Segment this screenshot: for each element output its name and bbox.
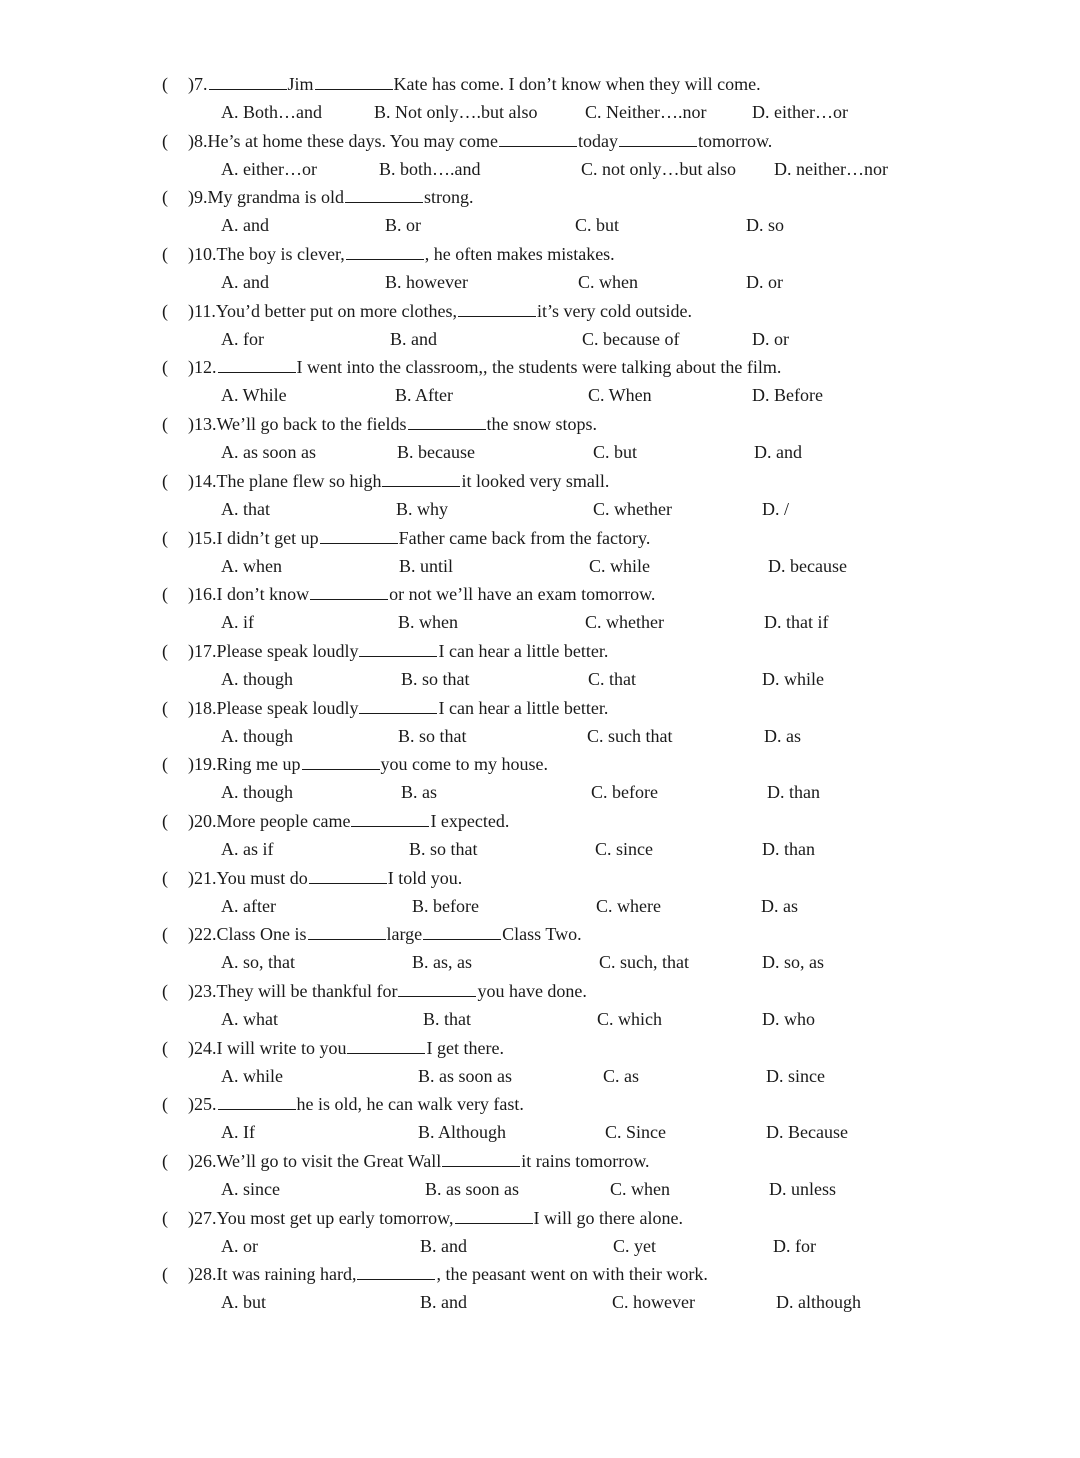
answer-blank[interactable] xyxy=(320,527,398,544)
options-row xyxy=(0,608,1080,636)
answer-paren-close: ) xyxy=(188,300,194,321)
option-b[interactable]: B. or xyxy=(385,215,421,236)
worksheet xyxy=(0,70,1080,1317)
question-number: 23. xyxy=(194,981,217,1001)
option-b[interactable]: B. however xyxy=(385,272,468,293)
option-b[interactable]: B. before xyxy=(412,895,479,916)
option-d[interactable]: D. that if xyxy=(764,612,829,633)
option-a[interactable]: A. as if xyxy=(221,838,274,859)
question-item xyxy=(0,410,1080,467)
answer-paren-close: ) xyxy=(188,527,194,548)
option-b[interactable]: B. that xyxy=(423,1009,471,1029)
stem-text: The plane flew so high xyxy=(216,470,382,491)
option-d[interactable]: D. and xyxy=(754,442,802,463)
question-stem xyxy=(162,127,772,155)
options-row xyxy=(0,948,1080,976)
option-a[interactable]: A. but xyxy=(221,1292,266,1313)
option-a[interactable]: A. either…or xyxy=(221,158,317,179)
stem-text: You’d better put on more clothes, xyxy=(215,300,457,321)
answer-paren-open[interactable]: ( xyxy=(162,1264,168,1285)
option-d[interactable]: D. for xyxy=(773,1235,816,1256)
option-a[interactable]: A. when xyxy=(221,555,282,576)
stem-text: , he often makes mistakes. xyxy=(424,244,615,265)
option-a[interactable]: A. if xyxy=(221,612,254,633)
stem-text: It was raining hard, xyxy=(216,1264,357,1285)
options-row xyxy=(0,268,1080,296)
option-c[interactable]: C. that xyxy=(588,668,636,689)
question-stem xyxy=(162,694,608,722)
option-c[interactable]: C. but xyxy=(575,215,620,236)
answer-paren-open[interactable]: ( xyxy=(162,867,168,888)
stem-text: I went into the classroom,, the students were talking about the film. xyxy=(296,357,782,378)
option-a[interactable]: A. after xyxy=(221,895,276,916)
option-c[interactable]: C. When xyxy=(588,385,652,406)
answer-paren-open[interactable]: ( xyxy=(162,1207,168,1228)
option-a[interactable]: A. though xyxy=(221,668,293,689)
option-d[interactable]: D. than xyxy=(762,838,815,859)
stem-text: You most get up early tomorrow, xyxy=(216,1207,454,1228)
options-row xyxy=(0,381,1080,409)
option-b[interactable]: B. as soon as xyxy=(425,1179,519,1200)
option-d[interactable]: D. either…or xyxy=(752,102,848,122)
answer-blank[interactable] xyxy=(347,1037,425,1054)
stem-text: tomorrow. xyxy=(697,130,773,151)
stem-text: it’s very cold outside. xyxy=(536,300,692,321)
stem-text: Class Two. xyxy=(502,924,582,945)
option-d[interactable]: D. although xyxy=(776,1292,861,1313)
answer-paren-open[interactable]: ( xyxy=(162,754,168,775)
options-row xyxy=(0,835,1080,863)
question-stem xyxy=(162,240,615,268)
question-stem xyxy=(162,1090,524,1118)
answer-blank[interactable] xyxy=(499,130,577,147)
question-number: 21. xyxy=(194,867,217,888)
option-b[interactable]: B. because xyxy=(397,442,475,463)
answer-paren-open[interactable]: ( xyxy=(162,1094,168,1115)
stem-text: or not we’ll have an exam tomorrow. xyxy=(389,584,656,605)
option-d[interactable]: D. because xyxy=(768,555,847,576)
question-number: 24. xyxy=(194,1037,217,1058)
option-c[interactable]: C. because of xyxy=(582,328,680,349)
answer-blank[interactable] xyxy=(346,243,424,260)
option-d[interactable]: D. or xyxy=(752,328,789,349)
option-d[interactable]: D. so, as xyxy=(762,952,824,973)
answer-blank[interactable] xyxy=(345,186,423,203)
option-c[interactable]: C. which xyxy=(597,1009,662,1029)
option-b[interactable]: B. as soon as xyxy=(418,1065,512,1086)
question-item xyxy=(0,807,1080,864)
answer-blank[interactable] xyxy=(619,130,697,147)
answer-blank[interactable] xyxy=(398,980,476,997)
stem-text: the snow stops. xyxy=(486,414,598,435)
answer-paren-open[interactable]: ( xyxy=(162,697,168,718)
option-d[interactable]: D. neither…nor xyxy=(774,158,888,179)
option-a[interactable]: A. or xyxy=(221,1235,258,1256)
option-c[interactable]: C. since xyxy=(595,838,653,859)
options-row xyxy=(0,438,1080,466)
answer-paren-open[interactable]: ( xyxy=(162,130,168,151)
option-c[interactable]: C. when xyxy=(578,272,638,293)
question-number: 15. xyxy=(194,527,217,548)
stem-text: strong. xyxy=(424,187,474,208)
answer-paren-close: ) xyxy=(188,1207,194,1228)
answer-blank[interactable] xyxy=(308,923,386,940)
options-row xyxy=(0,1062,1080,1090)
answer-blank[interactable] xyxy=(209,73,287,90)
answer-blank[interactable] xyxy=(315,73,393,90)
answer-paren-open[interactable]: ( xyxy=(162,981,168,1001)
answer-blank[interactable] xyxy=(302,753,380,770)
stem-text: I will go there alone. xyxy=(533,1207,683,1228)
question-item xyxy=(0,240,1080,297)
question-item xyxy=(0,977,1080,1034)
question-stem xyxy=(162,467,609,495)
answer-blank[interactable] xyxy=(309,867,387,884)
answer-paren-close: ) xyxy=(188,1094,194,1115)
stem-text: Class One is xyxy=(216,924,307,945)
question-item xyxy=(0,694,1080,751)
question-stem xyxy=(162,750,548,778)
option-d[interactable]: D. as xyxy=(761,895,798,916)
question-stem xyxy=(162,807,509,835)
option-c[interactable]: C. while xyxy=(589,555,650,576)
option-b[interactable]: B. so that xyxy=(409,838,478,859)
question-number: 11. xyxy=(194,300,216,321)
options-row xyxy=(0,98,1080,126)
option-a[interactable]: A. while xyxy=(221,1065,283,1086)
option-d[interactable]: D. unless xyxy=(769,1179,836,1200)
stem-text: today xyxy=(577,130,618,151)
question-item xyxy=(0,1204,1080,1261)
question-stem xyxy=(162,183,474,211)
answer-paren-open[interactable]: ( xyxy=(162,1037,168,1058)
question-number: 7. xyxy=(194,74,208,94)
option-d[interactable]: D. while xyxy=(762,668,824,689)
stem-text: He’s at home these days. You may come xyxy=(207,130,498,151)
answer-blank[interactable] xyxy=(359,640,437,657)
question-number: 26. xyxy=(194,1151,217,1172)
option-b[interactable]: B. and xyxy=(420,1292,467,1313)
options-row xyxy=(0,1288,1080,1316)
stem-text: We’ll go to visit the Great Wall xyxy=(216,1151,442,1172)
stem-text: Jim xyxy=(287,74,314,94)
question-number: 16. xyxy=(194,584,217,605)
answer-paren-open[interactable]: ( xyxy=(162,244,168,265)
question-number: 12. xyxy=(194,357,217,378)
answer-paren-close: ) xyxy=(188,357,194,378)
option-c[interactable]: C. when xyxy=(610,1179,670,1200)
answer-paren-close: ) xyxy=(188,1037,194,1058)
answer-blank[interactable] xyxy=(382,470,460,487)
option-d[interactable]: D. Before xyxy=(752,385,823,406)
stem-text: I told you. xyxy=(387,867,463,888)
options-row xyxy=(0,778,1080,806)
question-number: 13. xyxy=(194,414,217,435)
question-item xyxy=(0,183,1080,240)
option-b[interactable]: B. After xyxy=(395,385,453,406)
answer-paren-close: ) xyxy=(188,187,194,208)
stem-text: Ring me up xyxy=(216,754,301,775)
option-a[interactable]: A. though xyxy=(221,782,293,803)
option-c[interactable]: C. where xyxy=(596,895,661,916)
question-item xyxy=(0,1260,1080,1317)
answer-blank[interactable] xyxy=(351,810,429,827)
answer-paren-open[interactable]: ( xyxy=(162,584,168,605)
question-number: 17. xyxy=(194,640,217,661)
question-number: 25. xyxy=(194,1094,217,1115)
option-b[interactable]: B. and xyxy=(390,328,437,349)
answer-paren-close: ) xyxy=(188,74,194,94)
option-d[interactable]: D. / xyxy=(762,498,789,519)
question-number: 18. xyxy=(194,697,217,718)
stem-text: I will write to you xyxy=(216,1037,347,1058)
option-b[interactable]: B. until xyxy=(399,555,454,576)
option-b[interactable]: B. and xyxy=(420,1235,467,1256)
question-stem xyxy=(162,637,608,665)
question-item xyxy=(0,467,1080,524)
stem-text: he is old, he can walk very fast. xyxy=(296,1094,524,1115)
question-item xyxy=(0,297,1080,354)
answer-paren-open[interactable]: ( xyxy=(162,187,168,208)
answer-paren-open[interactable]: ( xyxy=(162,74,168,94)
options-row xyxy=(0,892,1080,920)
stem-text: I get there. xyxy=(426,1037,504,1058)
question-item xyxy=(0,920,1080,977)
answer-paren-open[interactable]: ( xyxy=(162,300,168,321)
answer-paren-close: ) xyxy=(188,697,194,718)
stem-text: I can hear a little better. xyxy=(438,697,609,718)
stem-text: We’ll go back to the fields xyxy=(216,414,407,435)
option-a[interactable]: A. what xyxy=(221,1009,278,1029)
option-c[interactable]: C. whether xyxy=(593,498,672,519)
option-b[interactable]: B. both….and xyxy=(379,158,481,179)
answer-blank[interactable] xyxy=(218,1093,296,1110)
option-c[interactable]: C. before xyxy=(591,782,658,803)
option-c[interactable]: C. however xyxy=(612,1292,695,1313)
options-row xyxy=(0,155,1080,183)
answer-paren-open[interactable]: ( xyxy=(162,1151,168,1172)
option-c[interactable]: C. such, that xyxy=(599,952,689,973)
answer-paren-open[interactable]: ( xyxy=(162,640,168,661)
question-item xyxy=(0,637,1080,694)
question-stem xyxy=(162,864,462,892)
answer-paren-close: ) xyxy=(188,924,194,945)
question-number: 19. xyxy=(194,754,217,775)
option-a[interactable]: A. as soon as xyxy=(221,442,316,463)
question-stem xyxy=(162,524,650,552)
stem-text: I don’t know xyxy=(216,584,310,605)
answer-paren-open[interactable]: ( xyxy=(162,470,168,491)
question-item xyxy=(0,864,1080,921)
option-c[interactable]: C. not only…but also xyxy=(581,158,737,179)
options-row xyxy=(0,1118,1080,1146)
stem-text: You must do xyxy=(216,867,308,888)
answer-paren-open[interactable]: ( xyxy=(162,810,168,831)
answer-paren-close: ) xyxy=(188,130,194,151)
question-stem xyxy=(162,410,597,438)
answer-paren-close: ) xyxy=(188,1151,194,1172)
option-a[interactable]: A. since xyxy=(221,1179,280,1200)
question-stem xyxy=(162,580,655,608)
question-item xyxy=(0,580,1080,637)
question-number: 27. xyxy=(194,1207,217,1228)
options-row xyxy=(0,552,1080,580)
answer-blank[interactable] xyxy=(408,413,486,430)
question-stem xyxy=(162,1034,504,1062)
answer-paren-close: ) xyxy=(188,867,194,888)
answer-paren-open[interactable]: ( xyxy=(162,924,168,945)
option-b[interactable]: B. as, as xyxy=(412,952,472,973)
stem-text: Kate has come. I don’t know when they will come. xyxy=(393,74,761,94)
question-stem xyxy=(162,70,761,98)
option-b[interactable]: B. Not only….but also xyxy=(374,102,538,122)
option-b[interactable]: B. Although xyxy=(418,1122,507,1143)
answer-blank[interactable] xyxy=(442,1150,520,1167)
option-c[interactable]: C. Since xyxy=(605,1122,666,1143)
option-c[interactable]: C. but xyxy=(593,442,638,463)
question-item xyxy=(0,750,1080,807)
answer-blank[interactable] xyxy=(359,697,437,714)
option-d[interactable]: D. Because xyxy=(766,1122,848,1143)
answer-paren-close: ) xyxy=(188,1264,194,1285)
answer-paren-close: ) xyxy=(188,810,194,831)
answer-paren-close: ) xyxy=(188,244,194,265)
question-item xyxy=(0,1147,1080,1204)
question-stem xyxy=(162,1147,650,1175)
option-a[interactable]: A. and xyxy=(221,215,269,236)
question-number: 10. xyxy=(194,244,217,265)
option-d[interactable]: D. than xyxy=(767,782,820,803)
question-stem xyxy=(162,1204,683,1232)
question-stem xyxy=(162,297,692,325)
option-d[interactable]: D. who xyxy=(762,1009,815,1029)
question-number: 8. xyxy=(194,130,208,151)
option-c[interactable]: C. such that xyxy=(587,725,673,746)
answer-blank[interactable] xyxy=(310,583,388,600)
stem-text: They will be thankful for xyxy=(216,981,398,1001)
question-item xyxy=(0,1090,1080,1147)
answer-paren-close: ) xyxy=(188,584,194,605)
stem-text: Father came back from the factory. xyxy=(398,527,651,548)
option-b[interactable]: B. when xyxy=(398,612,458,633)
option-a[interactable]: A. though xyxy=(221,725,293,746)
answer-paren-open[interactable]: ( xyxy=(162,357,168,378)
answer-paren-close: ) xyxy=(188,470,194,491)
stem-text: large xyxy=(386,924,423,945)
option-d[interactable]: D. so xyxy=(746,215,785,236)
answer-paren-close: ) xyxy=(188,981,194,1001)
option-a[interactable]: A. While xyxy=(221,385,287,406)
option-a[interactable]: A. for xyxy=(221,328,264,349)
option-b[interactable]: B. why xyxy=(396,498,449,519)
stem-text: I expected. xyxy=(430,810,510,831)
question-stem xyxy=(162,1260,708,1288)
stem-text: I didn’t get up xyxy=(216,527,319,548)
option-a[interactable]: A. If xyxy=(221,1122,255,1143)
question-item xyxy=(0,1034,1080,1091)
answer-blank[interactable] xyxy=(455,1207,533,1224)
stem-text: Please speak loudly xyxy=(216,697,359,718)
stem-text: you come to my house. xyxy=(380,754,548,775)
option-a[interactable]: A. and xyxy=(221,272,269,293)
question-stem xyxy=(162,977,587,1005)
answer-paren-close: ) xyxy=(188,640,194,661)
question-number: 22. xyxy=(194,924,217,945)
question-stem xyxy=(162,920,582,948)
option-c[interactable]: C. Neither….nor xyxy=(585,102,707,122)
options-row xyxy=(0,1005,1080,1033)
stem-text: it rains tomorrow. xyxy=(521,1151,650,1172)
stem-text: The boy is clever, xyxy=(216,244,345,265)
stem-text: you have done. xyxy=(477,981,587,1001)
option-d[interactable]: D. as xyxy=(764,725,801,746)
option-d[interactable]: D. since xyxy=(766,1065,825,1086)
option-c[interactable]: C. yet xyxy=(613,1235,656,1256)
question-item xyxy=(0,524,1080,581)
option-b[interactable]: B. so that xyxy=(401,668,470,689)
question-number: 14. xyxy=(194,470,217,491)
options-row xyxy=(0,325,1080,353)
option-b[interactable]: B. as xyxy=(401,782,437,803)
options-row xyxy=(0,211,1080,239)
stem-text: I can hear a little better. xyxy=(438,640,609,661)
question-item xyxy=(0,127,1080,184)
option-a[interactable]: A. Both…and xyxy=(221,102,322,122)
stem-text: it looked very small. xyxy=(461,470,610,491)
options-row xyxy=(0,495,1080,523)
options-row xyxy=(0,1232,1080,1260)
question-number: 9. xyxy=(194,187,208,208)
answer-paren-open[interactable]: ( xyxy=(162,414,168,435)
option-c[interactable]: C. as xyxy=(603,1065,639,1086)
question-item xyxy=(0,70,1080,127)
option-c[interactable]: C. whether xyxy=(585,612,664,633)
answer-paren-close: ) xyxy=(188,414,194,435)
stem-text: , the peasant went on with their work. xyxy=(436,1264,708,1285)
question-number: 28. xyxy=(194,1264,217,1285)
stem-text: More people came xyxy=(216,810,351,831)
stem-text: My grandma is old xyxy=(207,187,344,208)
option-a[interactable]: A. so, that xyxy=(221,952,295,973)
answer-blank[interactable] xyxy=(458,300,536,317)
option-d[interactable]: D. or xyxy=(746,272,783,293)
question-number: 20. xyxy=(194,810,217,831)
stem-text: Please speak loudly xyxy=(216,640,359,661)
question-item xyxy=(0,353,1080,410)
option-a[interactable]: A. that xyxy=(221,498,270,519)
answer-blank[interactable] xyxy=(357,1263,435,1280)
option-b[interactable]: B. so that xyxy=(398,725,467,746)
answer-paren-close: ) xyxy=(188,754,194,775)
answer-blank[interactable] xyxy=(218,356,296,373)
options-row xyxy=(0,665,1080,693)
options-row xyxy=(0,722,1080,750)
answer-blank[interactable] xyxy=(423,923,501,940)
answer-paren-open[interactable]: ( xyxy=(162,527,168,548)
question-stem xyxy=(162,353,781,381)
options-row xyxy=(0,1175,1080,1203)
